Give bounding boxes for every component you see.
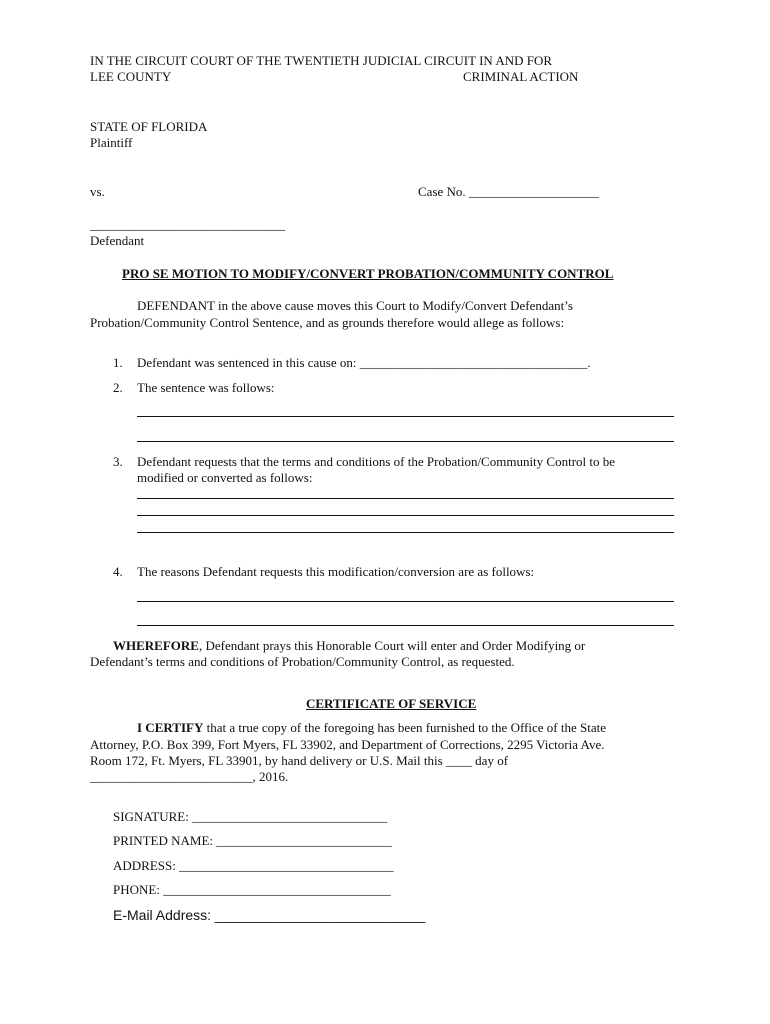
certificate-line4: _________________________, 2016. [90, 769, 289, 784]
certificate-line1-text: that a true copy of the foregoing has been furnished to the Office of the State [203, 720, 606, 735]
action-type: CRIMINAL ACTION [463, 69, 579, 84]
defendant-name-blank: ______________________________ [90, 217, 285, 232]
item-3-blank-line-2 [137, 515, 674, 516]
item-2-text: The sentence was follows: [137, 380, 275, 395]
email-field: E-Mail Address: ___________________________ [113, 907, 426, 923]
item-3-blank-line-3 [137, 532, 674, 533]
signature-field: SIGNATURE: ______________________________ [113, 809, 388, 824]
item-4-text: The reasons Defendant requests this modification/conversion are as follows: [137, 564, 535, 579]
item-3-text: Defendant requests that the terms and conditions of the Probation/Community Control to be [137, 454, 616, 469]
document-title: PRO SE MOTION TO MODIFY/CONVERT PROBATION/COMMUNITY CONTROL [122, 266, 614, 281]
item-4-blank-line-1 [137, 601, 674, 602]
case-number-field: Case No. ____________________ [418, 184, 599, 199]
item-1-text: Defendant was sentenced in this cause on: ___________________________________. [137, 355, 591, 370]
item-2-blank-line-1 [137, 416, 674, 417]
item-2-number: 2. [113, 380, 123, 395]
item-4-number: 4. [113, 564, 123, 579]
wherefore-line2: Defendant’s terms and conditions of Probation/Community Control, as requested. [90, 654, 515, 669]
item-3-text-line2: modified or converted as follows: [137, 470, 313, 485]
defendant-label: Defendant [90, 233, 145, 248]
address-field: ADDRESS: _________________________________ [113, 858, 394, 873]
certificate-line2: Attorney, P.O. Box 399, Fort Myers, FL 33902, and Department of Corrections, 2295 Victoria Ave. [90, 737, 605, 752]
wherefore-keyword: WHEREFORE [113, 638, 199, 653]
plaintiff-name: STATE OF FLORIDA [90, 119, 208, 134]
court-heading-line1: IN THE CIRCUIT COURT OF THE TWENTIETH JUDICIAL CIRCUIT IN AND FOR [90, 53, 553, 68]
versus-label: vs. [90, 184, 105, 199]
item-4-blank-line-2 [137, 625, 674, 626]
phone-field: PHONE: ___________________________________ [113, 882, 391, 897]
certify-keyword: I CERTIFY [137, 720, 204, 735]
item-3-number: 3. [113, 454, 123, 469]
intro-line1: DEFENDANT in the above cause moves this Court to Modify/Convert Defendant’s [137, 298, 573, 313]
intro-line2: Probation/Community Control Sentence, and as grounds therefore would allege as follows: [90, 315, 565, 330]
court-heading-line2: LEE COUNTY [90, 69, 172, 84]
item-3-blank-line-1 [137, 498, 674, 499]
certificate-line3: Room 172, Ft. Myers, FL 33901, by hand delivery or U.S. Mail this ____ day of [90, 753, 509, 768]
printed-name-field: PRINTED NAME: ___________________________ [113, 833, 392, 848]
plaintiff-label: Plaintiff [90, 135, 133, 150]
item-2-blank-line-2 [137, 441, 674, 442]
wherefore-line1 [113, 638, 585, 654]
certificate-title: CERTIFICATE OF SERVICE [306, 696, 477, 711]
certificate-line1 [137, 720, 606, 736]
wherefore-line1-text: , Defendant prays this Honorable Court will enter and Order Modifying or [198, 638, 586, 653]
item-1-number: 1. [113, 355, 123, 370]
